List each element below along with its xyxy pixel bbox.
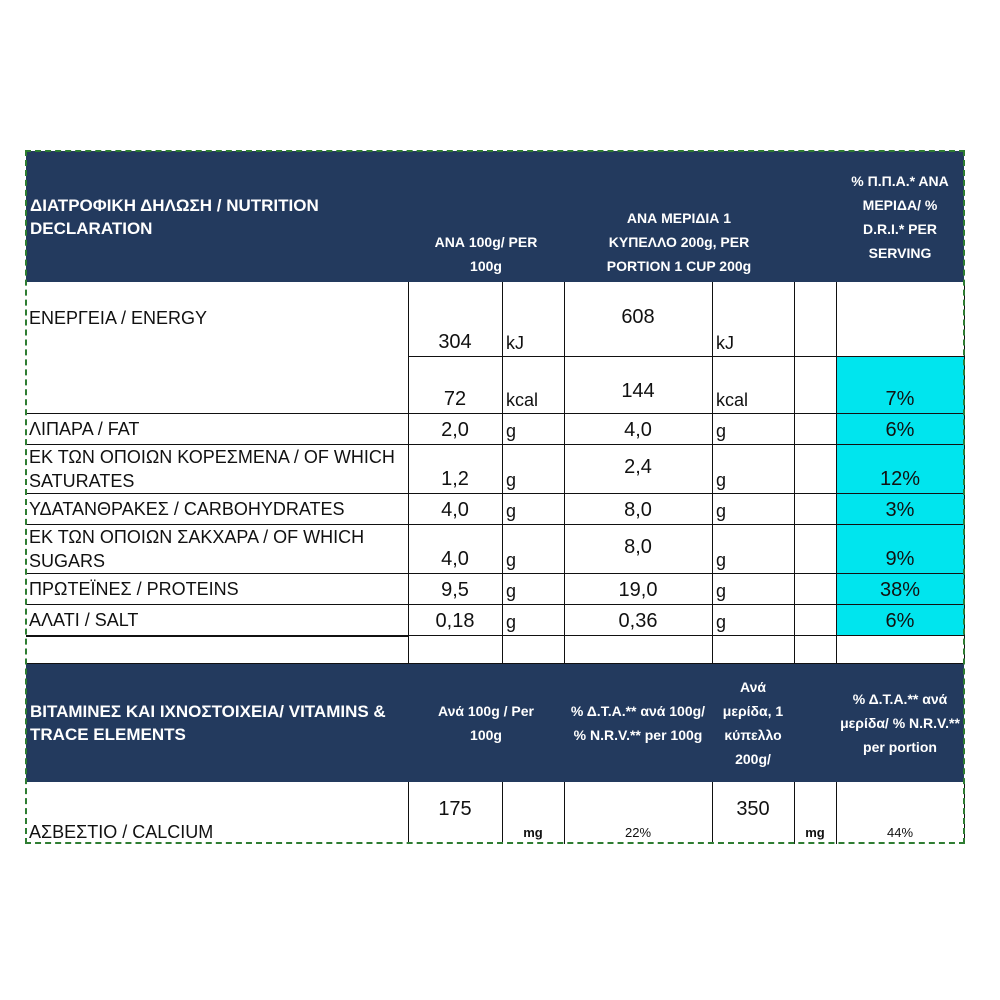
value-per-portion: 144	[621, 380, 655, 402]
vitamins-header-portion: Ανά μερίδα, 1 κύπελλο 200g/	[712, 664, 794, 782]
vitamin-label: ΑΣΒΕΣΤΙΟ / CALCIUM	[29, 822, 214, 842]
value-per-100g: 304	[438, 331, 472, 353]
value-per-portion: 2,4	[624, 456, 652, 478]
value-per-portion: 8,0	[624, 499, 652, 521]
unit-per-100g: g	[506, 421, 517, 441]
value-per-100g: 72	[443, 388, 467, 410]
unit-per-portion: g	[716, 581, 727, 601]
unit-per-100g: g	[506, 612, 517, 632]
nutrition-header-portion: ΑΝΑ ΜΕΡΙΔΙΑ 1 ΚΥΠΕΛΛΟ 200g, PER PORTION 1 CUP 200g	[564, 151, 794, 282]
value-per-portion: 4,0	[624, 419, 652, 441]
vitamins-header-per100: Ανά 100g / Per 100g	[408, 664, 564, 782]
unit-per-100g: g	[506, 470, 517, 490]
nutrient-label: ΕΚ ΤΩΝ ΟΠΟΙΩΝ ΣΑΚΧΑΡΑ / OF WHICH SUGARS	[29, 526, 365, 571]
unit-per-portion: g	[716, 612, 727, 632]
value-per-100g: 9,5	[441, 579, 469, 601]
unit-per-100g: g	[506, 550, 517, 570]
value-per-portion: 608	[621, 306, 655, 328]
vitamin-unit-per-portion: mg	[805, 825, 825, 840]
nutrition-header-label: ΔΙΑΤΡΟΦΙΚΗ ΔΗΛΩΣΗ / NUTRITION DECLARATION	[26, 151, 408, 282]
dri-percent: 6%	[836, 604, 964, 635]
unit-per-100g: kJ	[506, 333, 524, 353]
vitamin-value-per-portion: 350	[736, 798, 770, 820]
unit-per-portion: g	[716, 550, 727, 570]
nutrient-label: ΛΙΠΑΡΑ / FAT	[29, 418, 140, 439]
dri-percent: 7%	[836, 356, 964, 413]
print-area-border	[25, 150, 965, 844]
unit-per-portion: kJ	[716, 333, 734, 353]
vitamins-header-dta100: % Δ.Τ.Α.** ανά 100g/ % N.R.V.** per 100g	[564, 664, 712, 782]
vitamin-value-per-100g: 175	[438, 798, 472, 820]
unit-per-100g: g	[506, 581, 517, 601]
nutrient-label: ΠΡΩΤΕΪΝΕΣ / PROTEINS	[29, 578, 239, 599]
value-per-100g: 4,0	[441, 499, 469, 521]
vitamins-header-dta-portion: % Δ.Τ.Α.** ανά μερίδα/ % N.R.V.** per portion	[836, 664, 964, 782]
value-per-100g: 2,0	[441, 419, 469, 441]
value-per-portion: 8,0	[624, 536, 652, 558]
unit-per-portion: kcal	[716, 390, 749, 410]
dri-percent: 3%	[836, 493, 964, 524]
unit-per-portion: g	[716, 470, 727, 490]
vitamin-unit-per-100g: mg	[523, 825, 543, 840]
unit-per-100g: g	[506, 501, 517, 521]
value-per-portion: 19,0	[618, 579, 658, 601]
nutrient-label: ΥΔΑΤΑΝΘΡΑΚΕΣ / CARBOHYDRATES	[29, 498, 345, 519]
value-per-100g: 0,18	[435, 610, 475, 632]
dri-percent: 12%	[836, 444, 964, 493]
vitamins-header-label: ΒΙΤΑΜΙΝΕΣ ΚΑΙ ΙΧΝΟΣΤΟΙΧΕΙΑ/ VITAMINS & TRACE ELEMENTS	[26, 664, 408, 782]
nutrient-label: ΕΚ ΤΩΝ ΟΠΟΙΩΝ ΚΟΡΕΣΜΕΝΑ / OF WHICH SATURATES	[29, 446, 395, 491]
unit-per-100g: kcal	[506, 390, 539, 410]
vitamin-nrv-per-portion: 44%	[886, 825, 914, 840]
value-per-100g: 1,2	[441, 468, 469, 490]
value-per-portion: 0,36	[618, 610, 658, 632]
dri-percent: 6%	[836, 413, 964, 444]
unit-per-portion: g	[716, 421, 727, 441]
dri-percent: 38%	[836, 573, 964, 604]
vitamin-nrv-per-100g: 22%	[624, 825, 652, 840]
nutrient-label: ΑΛΑΤΙ / SALT	[29, 609, 139, 630]
dri-percent: 9%	[836, 524, 964, 573]
unit-per-portion: g	[716, 501, 727, 521]
nutrition-header-dri: % Π.Π.Α.* ΑΝΑ ΜΕΡΙΔΑ/ % D.R.I.* PER SERVING	[836, 151, 964, 282]
value-per-100g: 4,0	[441, 548, 469, 570]
nutrition-header-per100: ΑΝΑ 100g/ PER 100g	[408, 151, 564, 282]
nutrient-label: ΕΝΕΡΓΕΙΑ / ENERGY	[29, 308, 207, 328]
